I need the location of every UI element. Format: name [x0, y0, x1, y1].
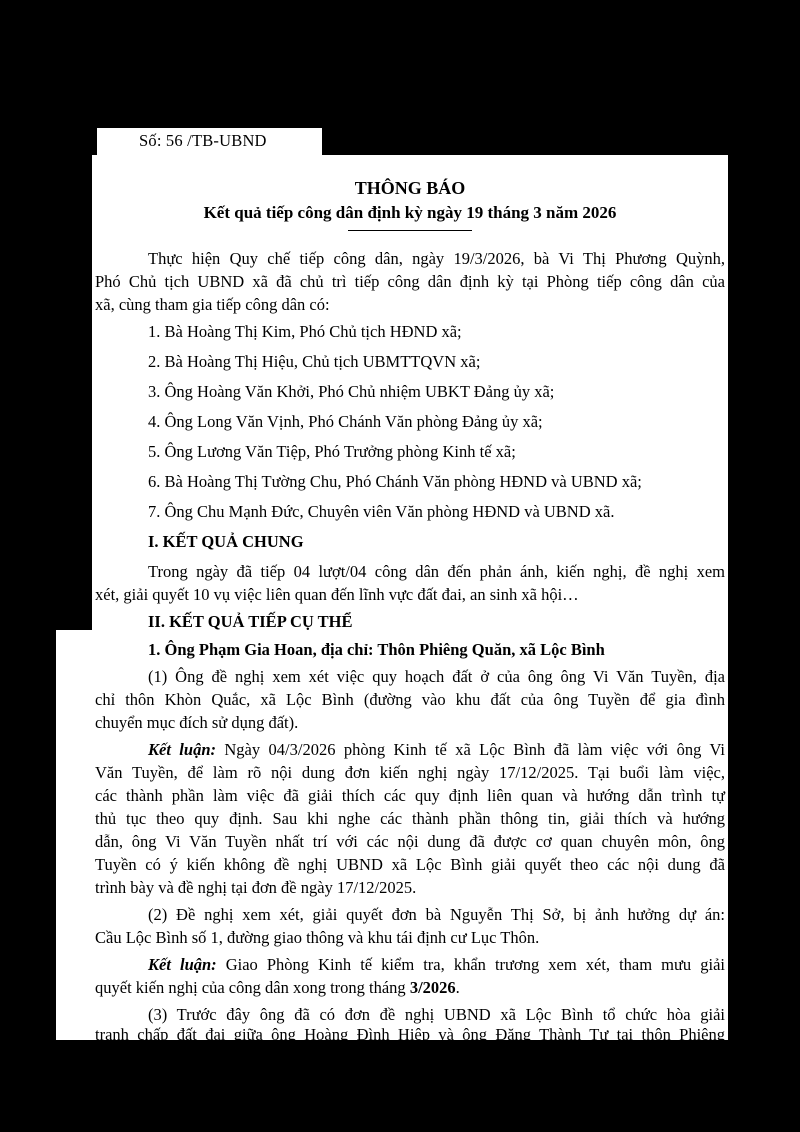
document-title: THÔNG BÁO [354, 178, 466, 198]
item-line: (1) Ông đề nghị xem xét việc quy hoạch đất ở của ông ông Vi Văn Tuyền, địa [148, 667, 725, 686]
participant-item: 6. Bà Hoàng Thị Tường Chu, Phó Chánh Văn phòng HĐND và UBND xã; [148, 472, 642, 491]
document-subtitle: Kết quả tiếp công dân định kỳ ngày 19 tháng 3 năm 2026 [203, 203, 617, 222]
conclusion-line: trình bày và đề nghị tại đơn đề ngày 17/12/2025. [95, 878, 417, 897]
conclusion-line: dẫn, ông Vi Văn Tuyền nhất trí với các nội dung đã được cơ quan chuyên môn, ông [95, 832, 725, 851]
title-underline [348, 230, 472, 231]
document-number: Số: 56 /TB-UBND [139, 131, 267, 150]
conclusion-label: Kết luận: [148, 955, 217, 974]
section-heading-detail: II. KẾT QUẢ TIẾP CỤ THỂ [148, 612, 353, 631]
conclusion-line: các thành phần làm việc đã giải thích các quy định liên quan và hướng dẫn trình tự [95, 786, 725, 805]
conclusion-line [95, 978, 460, 998]
section-general-line: Trong ngày đã tiếp 04 lượt/04 công dân đến phản ánh, kiến nghị, đề nghị xem [148, 562, 725, 581]
participant-item: 2. Bà Hoàng Thị Hiệu, Chủ tịch UBMTTQVN xã; [148, 352, 481, 371]
participant-item: 5. Ông Lương Văn Tiệp, Phó Trưởng phòng Kinh tế xã; [148, 442, 516, 461]
intro-line: Phó Chủ tịch UBND xã đã chủ trì tiếp công dân định kỳ tại Phòng tiếp công dân của [95, 272, 725, 291]
participant-item: 1. Bà Hoàng Thị Kim, Phó Chủ tịch HĐND xã; [148, 322, 462, 341]
participant-item: 4. Ông Long Văn Vịnh, Phó Chánh Văn phòng Đảng ủy xã; [148, 412, 543, 431]
item-line: (2) Đề nghị xem xét, giải quyết đơn bà Nguyễn Thị Sở, bị ảnh hưởng dự án: [148, 905, 725, 924]
item-line: chuyển mục đích sử dụng đất). [95, 713, 299, 732]
conclusion-text: Giao Phòng Kinh tế kiểm tra, khẩn trương xem xét, tham mưu giải [216, 955, 725, 974]
section-general-line: xét, giải quyết 10 vụ việc liên quan đến lĩnh vực đất đai, an sinh xã hội… [95, 585, 579, 604]
item-line: (3) Trước đây ông đã có đơn đề nghị UBND xã Lộc Bình tổ chức hòa giải [148, 1005, 725, 1024]
conclusion-line: Văn Tuyền, để làm rõ nội dung đơn kiến nghị ngày 17/12/2025. Tại buổi làm việc, [95, 763, 725, 782]
conclusion-line [148, 740, 725, 760]
conclusion-line [148, 955, 725, 975]
conclusion-label: Kết luận: [148, 740, 216, 759]
section-heading-general: I. KẾT QUẢ CHUNG [148, 532, 304, 551]
conclusion-text: . [455, 978, 460, 997]
intro-line: xã, cùng tham gia tiếp công dân có: [95, 295, 330, 314]
conclusion-line: Tuyền có ý kiến không đề nghị UBND xã Lộc Bình giải quyết theo các nội dung đã [95, 855, 725, 874]
conclusion-text: Ngày 04/3/2026 phòng Kinh tế xã Lộc Bình đã làm việc với ông Vi [216, 740, 725, 759]
participant-item: 3. Ông Hoàng Văn Khởi, Phó Chủ nhiệm UBKT Đảng ủy xã; [148, 382, 555, 401]
deadline-month: 3/2026 [409, 978, 456, 997]
item-line: chỉ thôn Khòn Quắc, xã Lộc Bình (đường vào khu đất của ông Tuyền để gia đình [95, 690, 725, 709]
participant-item: 7. Ông Chu Mạnh Đức, Chuyên viên Văn phòng HĐND và UBND xã. [148, 502, 615, 521]
conclusion-text: quyết kiến nghị của công dân xong trong tháng [95, 978, 410, 997]
item-line: tranh chấp đất đai giữa ông Hoàng Đình Hiệp và ông Đặng Thành Tự tại thôn Phiêng [95, 1025, 725, 1044]
item-line: Cầu Lộc Bình số 1, đường giao thông và khu tái định cư Lục Thôn. [95, 928, 540, 947]
intro-line: Thực hiện Quy chế tiếp công dân, ngày 19/3/2026, bà Vi Thị Phương Quỳnh, [148, 249, 725, 268]
conclusion-line: thủ tục theo quy định. Sau khi nghe các thành phần thông tin, giải thích và hướng [95, 809, 725, 828]
citizen-heading: 1. Ông Phạm Gia Hoan, địa chỉ: Thôn Phiêng Quăn, xã Lộc Bình [148, 640, 605, 659]
